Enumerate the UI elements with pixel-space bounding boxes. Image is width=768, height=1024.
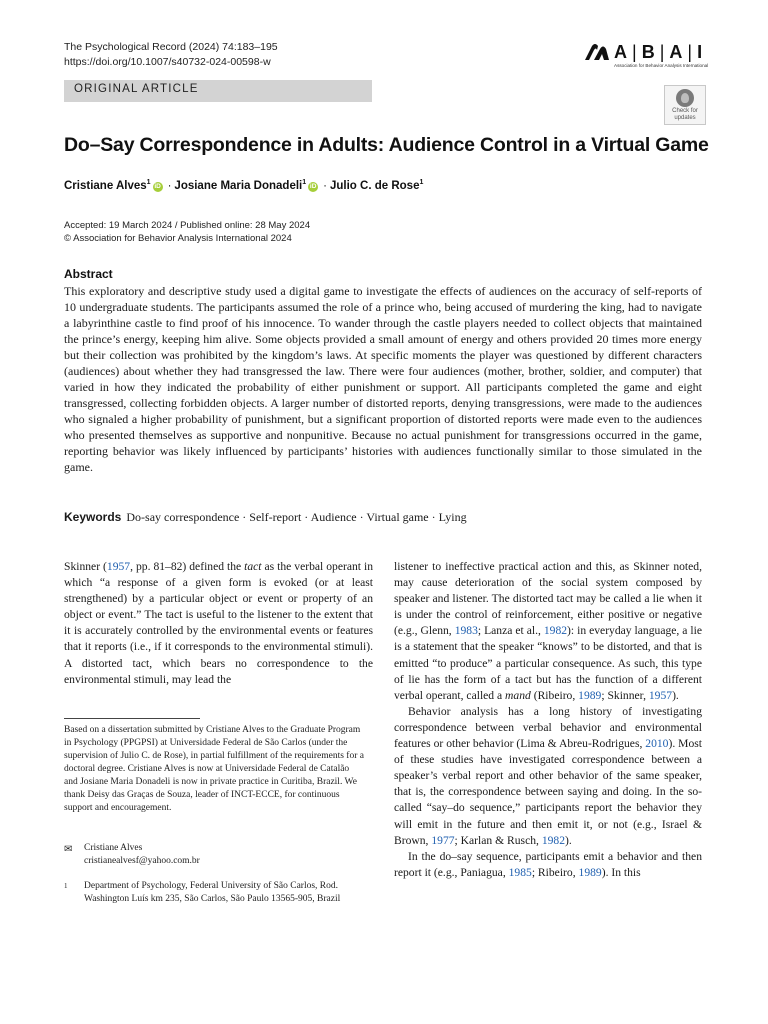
- contact-name: Cristiane Alves: [84, 843, 143, 853]
- abai-letter-b: B: [641, 42, 656, 62]
- contact-info: [84, 842, 344, 868]
- body-paragraph: [394, 849, 702, 881]
- check-updates-line1: Check for: [672, 108, 698, 114]
- envelope-icon: ✉: [64, 844, 73, 855]
- keywords: [64, 510, 467, 525]
- abstract-text: This exploratory and descriptive study used a digital game to investigate the effects of audiences on the accuracy of self-reports of 10 undergraduate students. The participants assumed the role of a prince who, being accused of murdering the king, had to navigate a labyrinthine castle to find proof of his innocence. To wander through the castle players needed to collect objects that maintained the prince’s energy, keeping him alive. Some objects provided a small amount of energy and others provided 20 times more energy but their collection was prohibited by the kingdom’s laws. At specific moments the player was questioned by different characters (audiences) about whether they had transgressed the law. There were four audiences (mother, brother, soldier, and computer) that varied in how they indicated the probability of either punishment or support. All participants completed the game and eight transgressed, collecting forbidden objects. A larger number of distorted reports, denying transgressions, were made to the audiences who signaled a higher probability of punishment, but a significant proportion of distorted reports were made even to the audiences who presented themselves as supportive and nonpunitive. Because no actual punishment for transgressions occurred in the game, reporting behavior was likely influenced by participants’ histories with audiences functionally similar to those simulated in the game.: [64, 284, 702, 474]
- text-run: Skinner (: [64, 560, 107, 573]
- italic-term: tact: [244, 560, 262, 573]
- text-run: as the verbal operant in which “a response of a given form is evoked (or at least strengthened) by a particular object or event or property of an object or event.” The tact is useful to the listener to the extent that it is accurately controlled by the environmental events or features that it reports (i.e., if it corresponds to the environmental stimuli). A distorted tact, which bears no correspondence to the environmental stimuli, may lead the: [64, 560, 373, 686]
- text-run: ; Lanza et al.,: [477, 624, 544, 638]
- text-run: ). Most of these studies have investigated correspondence between a speaker’s verbal report and other behavior of the same speaker, that is, the correspondence between saying and doing. In the so-called “say–do sequence,” participants report the behavior they will emit in the future and then emit it, or not (e.g., Israel & Brown,: [394, 737, 702, 847]
- abai-letter-a2: A: [669, 42, 684, 62]
- author-name[interactable]: Josiane Maria Donadeli: [174, 179, 303, 192]
- text-run: ; Ribeiro,: [531, 865, 579, 879]
- keywords-label: Keywords: [64, 510, 122, 524]
- abai-subtitle: Association for Behavior Analysis International: [614, 63, 709, 68]
- author-separator: ·: [323, 179, 327, 192]
- text-run: ).: [565, 833, 572, 847]
- footnote-dissertation: Based on a dissertation submitted by Cristiane Alves to the Graduate Program in Psychology (PPGPSI) at Universidade Federal de São Carlos (under the supervision of Julio C. de Rose), in partial fulfillment of the requirements for a doctoral degree. Cristiane Alves is now at Universidade Federal de Catalão and Josiane Maria Donadeli is now in private practice in Curitiba, Brazil. We thank Deisy das Graças de Souza, leader of INCT-ECCE, for continuous support and encouragement.: [64, 725, 364, 813]
- text-run: ): in everyday language, a lie is a statement that the speaker “knows” to be distorted, and that is emitted “to produce” a particular consequence. As such, this type of lie has the form of a tact but has the function of a different verbal operant, called a: [394, 624, 702, 702]
- text-run: listener to ineffective practical action and this, as Skinner noted, may cause deterioration of the social system composed by speaker and listener. The distorted tact may be called a lie when it is under the control of reinforcement, either positive or negative (e.g., Glenn,: [394, 560, 702, 638]
- article-title: Do–Say Correspondence in Adults: Audience Control in a Virtual Game: [64, 134, 709, 156]
- citation-link[interactable]: 1977: [431, 833, 455, 847]
- text-run: , pp. 81–82) defined the: [130, 560, 245, 573]
- author-name[interactable]: Cristiane Alves: [64, 179, 147, 192]
- check-for-updates-button[interactable]: [664, 85, 706, 125]
- text-run: Behavior analysis has a long history of investigating correspondence between verbal behavior and environmental features or other behavior (Lima & Abreu-Rodrigues,: [394, 704, 702, 751]
- abai-emblem-icon: [584, 42, 610, 62]
- abai-logo: A | B | A | I Association for Behavior Analysis International: [584, 42, 704, 72]
- keywords-list: Do-say correspondence · Self-report · Audience · Virtual game · Lying: [126, 510, 467, 524]
- text-run: ). In this: [601, 865, 641, 879]
- author-affiliation-sup: 1: [419, 179, 424, 186]
- citation-link[interactable]: 1957: [106, 560, 131, 573]
- footnote-divider: [64, 718, 200, 719]
- author-name[interactable]: Julio C. de Rose: [330, 179, 420, 192]
- citation-link[interactable]: 1982: [541, 833, 565, 847]
- orcid-icon[interactable]: iD: [309, 182, 317, 190]
- author-affiliation-sup: 1: [146, 179, 151, 186]
- citation-link[interactable]: 1957: [648, 688, 673, 702]
- citation-link[interactable]: 1983: [454, 624, 478, 638]
- body-left-column: [64, 559, 373, 688]
- check-updates-icon: [676, 89, 694, 107]
- author-list: [64, 179, 423, 192]
- publication-dates: [64, 219, 310, 245]
- text-run: ; Karlan & Rusch,: [454, 833, 542, 847]
- italic-term: mand: [505, 688, 531, 702]
- text-run: ).: [672, 688, 679, 702]
- check-updates-line2: updates: [674, 115, 696, 121]
- copyright-line: © Association for Behavior Analysis International 2024: [64, 233, 292, 244]
- abai-letter-i: I: [697, 42, 704, 62]
- text-run: ; Skinner,: [601, 688, 649, 702]
- body-paragraph: [394, 704, 702, 849]
- journal-doi-link[interactable]: https://doi.org/10.1007/s40732-024-00598-w: [64, 56, 271, 68]
- abai-letter-a: A: [614, 42, 628, 62]
- contact-email[interactable]: cristianealvesf@yahoo.com.br: [84, 856, 200, 866]
- citation-link[interactable]: 2010: [645, 737, 669, 751]
- body-right-column: [394, 559, 702, 881]
- dates-line: Accepted: 19 March 2024 / Published online: 28 May 2024: [64, 220, 311, 231]
- article-type-banner: [64, 80, 372, 102]
- body-paragraph: [394, 559, 702, 704]
- citation-link[interactable]: 1989: [578, 865, 602, 879]
- text-run: (Ribeiro,: [530, 688, 579, 702]
- journal-header: [64, 40, 278, 70]
- orcid-icon[interactable]: iD: [154, 182, 161, 190]
- citation-link[interactable]: 1989: [578, 688, 602, 702]
- abstract-heading: Abstract: [64, 267, 113, 281]
- affiliation-text: Department of Psychology, Federal University of São Carlos, Rod. Washington Luís km 235, São Carlos, São Paulo 13565-905, Brazil: [84, 881, 341, 904]
- body-paragraph: [64, 559, 373, 688]
- citation-link[interactable]: 1982: [543, 624, 568, 638]
- citation-link[interactable]: 1985: [508, 865, 532, 879]
- text-run: In the do–say sequence, participants emit a behavior and then report it (e.g., Paniagua,: [394, 849, 702, 879]
- article-type-label: ORIGINAL ARTICLE: [74, 83, 199, 95]
- author-separator: ·: [167, 179, 172, 192]
- affiliation-number: 1: [64, 882, 68, 890]
- journal-citation: The Psychological Record (2024) 74:183–195: [64, 41, 278, 53]
- author-affiliation-sup: 1: [302, 179, 307, 186]
